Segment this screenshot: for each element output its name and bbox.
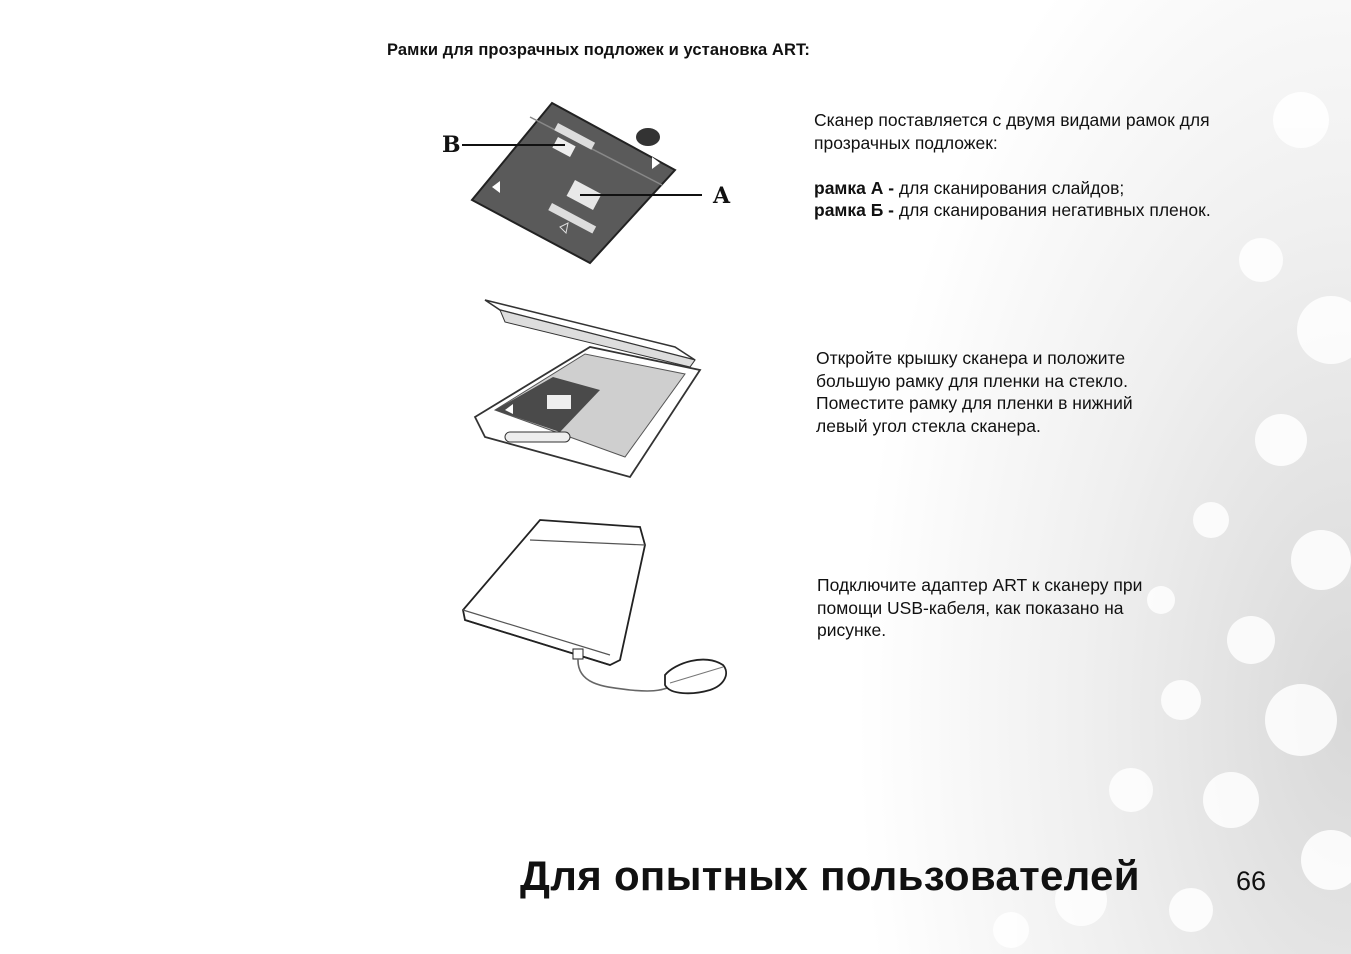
- scanner-with-frame-illustration: [465, 292, 710, 492]
- connect-adapter-instruction: Подключите адаптер ART к сканеру при помощи USB-кабеля, как показано на рисунке.: [817, 575, 1143, 641]
- page-number: 66: [1236, 866, 1267, 896]
- label-b: B: [442, 132, 461, 158]
- frame-a-text: для сканирования слайдов;: [894, 177, 1125, 198]
- chapter-title: Для опытных пользователей: [520, 852, 1140, 899]
- label-a: A: [713, 183, 731, 209]
- place-frame-instruction: Откройте крышку сканера и положите большую рамку для пленки на стекло. Поместите рамку для пленки в нижний левый угол стекла сканера.: [816, 348, 1133, 436]
- frames-intro: Сканер поставляется с двумя видами рамок для прозрачных подложек:: [814, 110, 1210, 153]
- scanner-art-adapter-illustration: [455, 515, 735, 705]
- film-holder-illustration: [430, 95, 750, 270]
- frame-b-text: для сканирования негативных пленок.: [894, 200, 1211, 221]
- frames-description: [814, 109, 1234, 222]
- section-title: Рамки для прозрачных подложек и установка ART:: [387, 41, 810, 59]
- frame-a-label: рамка А -: [814, 177, 895, 198]
- frame-b-label: рамка Б -: [814, 200, 894, 221]
